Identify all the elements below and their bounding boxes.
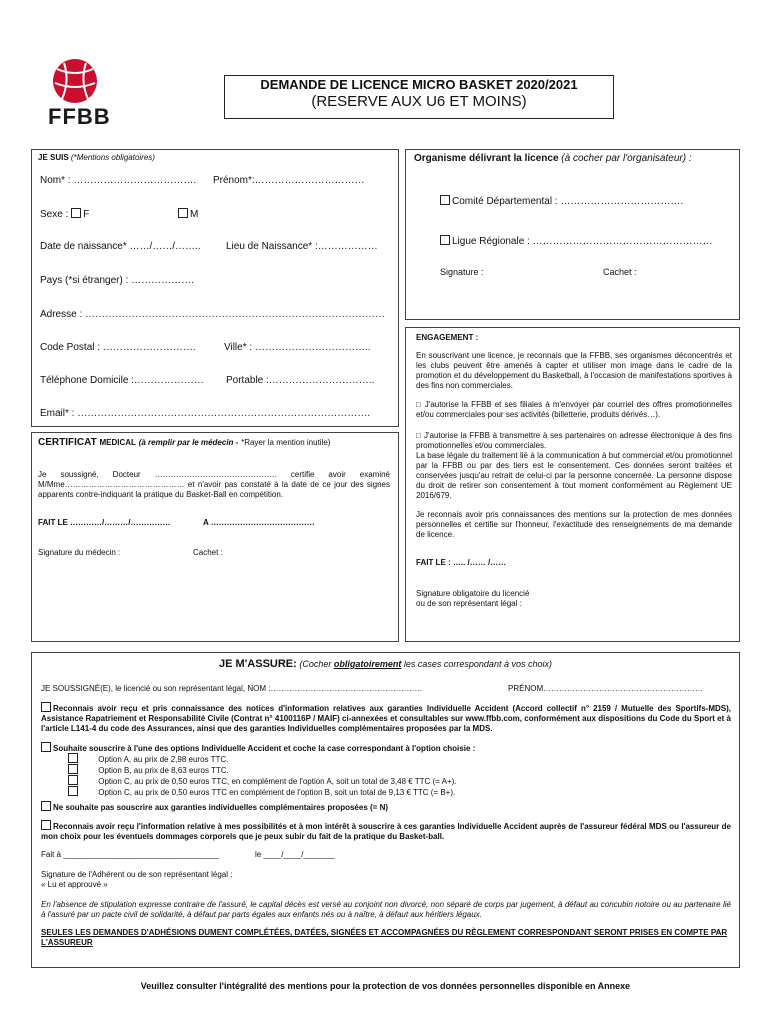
option-c-a-checkbox[interactable] (68, 775, 78, 785)
assure-note-b: obligatoirement (333, 659, 402, 669)
certificat-body: Je soussigné, Docteur ………………………………………. certifie avoir examiné M/Mme……………………………………… et n'avoir pas constaté à la date de ce jour des signes apparents contre-indiquant la pratique du Basket-Ball en compétition. (38, 470, 390, 499)
portable-field[interactable]: Portable :………………………….. (226, 375, 375, 386)
comite-row (440, 195, 683, 208)
footer-note: Veuillez consulter l'intégralité des mentions pour la protection de vos données personnelles disponible en Annexe (140, 981, 631, 991)
ligue-label: Ligue Régionale : ……………………………………………… (452, 236, 713, 247)
reconnais-checkbox[interactable] (41, 702, 51, 712)
pays-field[interactable]: Pays (*si étranger) : ………………. (40, 275, 194, 286)
certificat-a[interactable]: A ………………………………… (203, 518, 315, 527)
certificat-heading (38, 437, 330, 449)
prenom-field[interactable]: Prénom*:…………………………… (213, 175, 365, 186)
certificat-signature: Signature du médecin : (38, 548, 121, 557)
ne-souhaite-block (41, 801, 731, 813)
nom-field[interactable]: Nom* : ………………………………. (40, 175, 197, 186)
ligue-row (440, 235, 713, 248)
logo-text: FFBB (48, 104, 111, 129)
telephone-field[interactable]: Téléphone Domicile :………………… (40, 375, 204, 386)
je-suis-label: JE SUIS (38, 153, 69, 162)
certificat-fait-le[interactable]: FAIT LE …………/………/…………… (38, 518, 171, 527)
option-c-b-label: Option C, au prix de 0,50 euros TTC en complément de l'option B, soit un total de 9,13 € TTC (= B+). (98, 788, 456, 797)
lieu-naissance-field[interactable]: Lieu de Naissance* :……………… (226, 241, 378, 252)
engagement-signature-2: ou de son représentant légal : (416, 599, 522, 608)
organisme-title: Organisme délivrant la licence (414, 153, 559, 164)
option-b-label: Option B, au prix de 8,63 euros TTC. (98, 766, 229, 775)
ne-souhaite-text: Ne souhaite pas souscrire aux garanties individuelles complémentaires proposées (= N) (53, 803, 389, 812)
engagement-fait-le[interactable]: FAIT LE : ….. /…… /…… (416, 558, 507, 567)
assure-prenom-line[interactable]: PRÉNOM…………………………………………………… (508, 684, 704, 693)
reconnais2-checkbox[interactable] (41, 820, 51, 830)
assure-note-a: (Cocher (299, 659, 332, 669)
reconnais-block (41, 702, 731, 734)
email-field[interactable]: Email* : ……………………………………………………………………………. (40, 408, 371, 419)
ffbb-logo (40, 55, 110, 135)
souhaite-checkbox[interactable] (41, 742, 51, 752)
engagement-p3[interactable]: □ J'autorise la FFBB à transmettre à ses partenaires on adresse électronique à des fins promotionnelles et/ou commerciales. (416, 431, 732, 450)
certificat-box (31, 432, 399, 642)
option-c-b-checkbox[interactable] (68, 786, 78, 796)
page-title: DEMANDE DE LICENCE MICRO BASKET 2020/2021 (260, 77, 578, 92)
option-c-a-label: Option C, au prix de 0,50 euros TTC, en complément de l'option A, soit un total de 3,48 € TTC (= A+). (98, 777, 457, 786)
option-a-label: Option A, au prix de 2,98 euros TTC. (98, 755, 229, 764)
assure-title: JE M'ASSURE: (219, 658, 297, 670)
ligue-checkbox[interactable] (440, 235, 450, 245)
option-c-b-row (68, 786, 455, 798)
engagement-p5: Je reconnais avoir pris connaissances des mentions sur la protection de mes données personnelles et certifie sur l'honneur, l'exactitude des renseignements de ma demande de licence. (416, 510, 732, 539)
code-postal-field[interactable]: Code Postal : ………………………. (40, 342, 196, 353)
sexe-f-label: F (83, 209, 90, 220)
option-b-checkbox[interactable] (68, 764, 78, 774)
fait-a-field[interactable]: Fait à ___________________________________ (41, 850, 219, 859)
certificat-rayer: *Rayer la mention inutile) (241, 438, 331, 447)
page-subtitle: (RESERVE AUX U6 ET MOINS) (311, 93, 527, 110)
sexe-f-checkbox[interactable] (71, 208, 81, 218)
organisme-note: (à cocher par l'organisateur) : (561, 153, 692, 164)
engagement-title: ENGAGEMENT : (416, 333, 479, 342)
option-a-checkbox[interactable] (68, 753, 78, 763)
adherent-signature: Signature de l'Adhérent ou de son représentant légal : (41, 870, 233, 879)
reconnais2-text: Reconnais avoir reçu l'information relative à mes possibilités et à mon intérêt à souscrire à ces garanties Individuelle Accident auprès de l'assureur fédéral MDS ou l'assureur de mon choix pour les éventuels dommages corporels que je peux subir du fait de la pratique du Basket-ball. (41, 822, 731, 841)
lu-approuve: « Lu et approuvé » (41, 880, 108, 889)
sexe-m-checkbox[interactable] (178, 208, 188, 218)
certificat-title-medical: MEDICAL (99, 438, 136, 447)
stipulation-text: En l'absence de stipulation expresse contraire de l'assuré, le capital décès est versé au conjoint non divorcé, non séparé de corps par jugement, à défaut au concubin notoire ou au partenaire lié à l'assuré par un pacte civil de solidarité, à défaut par parts égales aux enfants nés ou à naître, à défaut aux héritiers légaux. (41, 900, 731, 919)
organisme-cachet: Cachet : (603, 267, 637, 277)
organisme-signature: Signature : (440, 267, 484, 277)
certificat-title: CERTIFICAT (38, 437, 97, 448)
assure-note-c: les cases correspondant à vos choix) (403, 659, 552, 669)
mentions-note: (*Mentions obligatoires) (70, 153, 155, 162)
engagement-p2[interactable]: □ J'autorise la FFBB et ses filiales à m'envoyer par courriel des offres promotionnelles et/ou commerciales pour ses activités (billetterie, produits dérivés…). (416, 400, 732, 419)
sexe-label: Sexe : (40, 209, 69, 220)
adresse-field[interactable]: Adresse : ……………………………………………………………………………… (40, 309, 386, 320)
sexe-m-row (178, 208, 198, 221)
certificat-cachet: Cachet : (193, 548, 223, 557)
engagement-signature-1: Signature obligatoire du licencié (416, 589, 530, 598)
comite-checkbox[interactable] (440, 195, 450, 205)
date-naissance-field[interactable]: Date de naissance* ……/……/…….. (40, 241, 201, 252)
assure-heading (31, 658, 740, 670)
certificat-title-note: (à remplir par le médecin - (138, 438, 239, 447)
reconnais-text: Reconnais avoir reçu et pris connaissance des notices d'information relatives aux garanties Individuelle Accident (Accord collectif n° 2159 / Mutuelle des Sportifs-MDS), Assistance Rapatriement et Responsabilité Civile (Contrat n° 4100116P / MAIF) ci-annexées et consultables sur www.ffbb.com, conformément aux dispositions du Code du Sport et à l'article L141-4 du code des Assurances, ainsi que des garanties Individuelles complémentaires proposées par la MDS. (41, 704, 731, 733)
je-suis-heading (38, 153, 155, 163)
ne-souhaite-checkbox[interactable] (41, 801, 51, 811)
fait-le-field[interactable]: le ____/____/_______ (255, 850, 335, 859)
sexe-row (40, 208, 89, 221)
seules-text: SEULES LES DEMANDES D'ADHÉSIONS DUMENT COMPLÉTÉES, DATÉES, SIGNÉES ET ACCOMPAGNÉES DU RÈGLEMENT CORRESPONDANT SERONT PRISES EN COMPTE PAR L'ASSUREUR (41, 928, 728, 947)
comite-label: Comité Départemental : ………………………………. (452, 196, 684, 207)
sexe-m-label: M (190, 209, 199, 220)
assure-nom-line[interactable]: JE SOUSSIGNÉ(E), le licencié ou son représentant légal, NOM :………………………………………………… (41, 684, 423, 693)
engagement-p4: La base légale du traitement lié à la communication à but commercial et/ou promotionnel par la FFBB ou par des tiers est le consentement. Ces données seront traitées et conservées jusqu'au retrait de celui-ci par la personne concernée. La personne dispose du droit de retirer son consentement à tout moment conformément au Règlement UE 2016/679. (416, 451, 732, 500)
engagement-p1: En souscrivant une licence, je reconnais que la FFBB, ses organismes déconcentrés et les clubs peuvent être amenés à capter et utiliser mon image dans le cadre de la promotion et du développement du Basketball, à l'occasion de manifestations sportives à des fins non commerciales. (416, 351, 732, 390)
ville-field[interactable]: Ville* : …………………………….. (224, 342, 371, 353)
reconnais2-block (41, 820, 731, 842)
souhaite-text: Souhaite souscrire à l'une des options Individuelle Accident et coche la case correspondant à l'option choisie : (53, 744, 476, 753)
organisme-heading (414, 153, 692, 165)
